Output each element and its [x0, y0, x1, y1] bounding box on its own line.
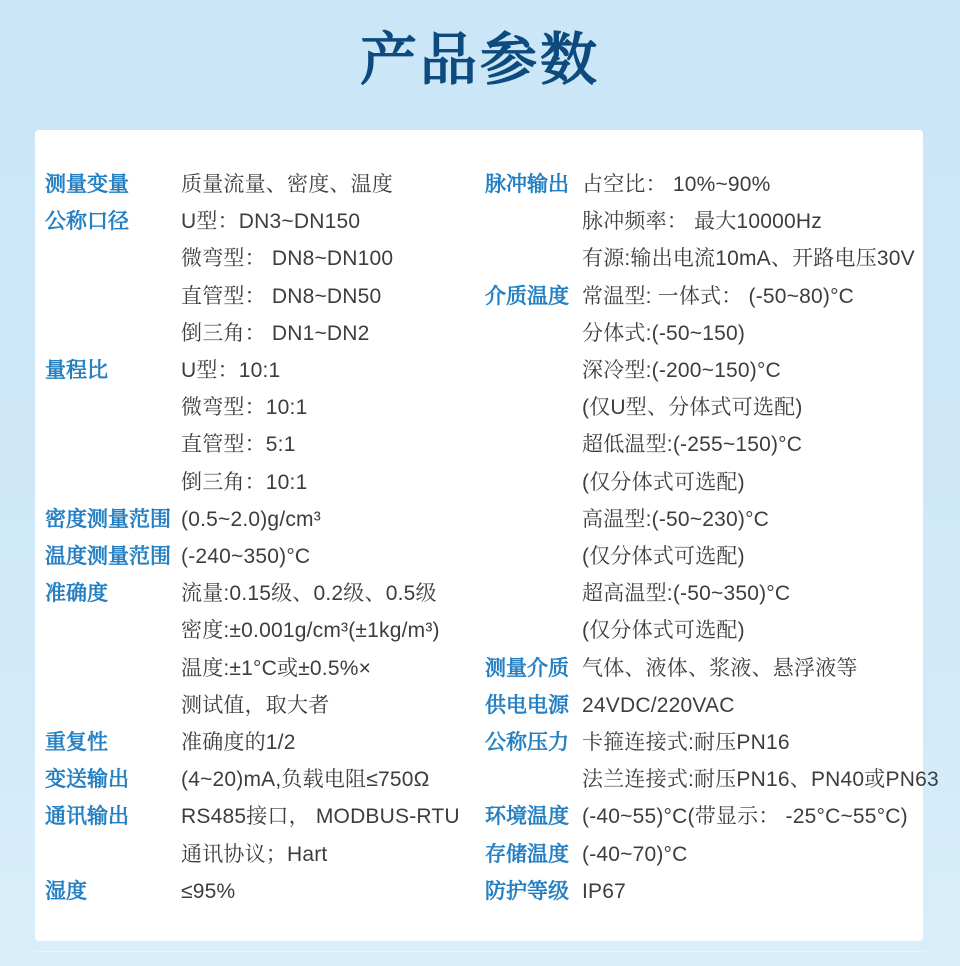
spec-value-line: 质量流量、密度、温度: [181, 173, 393, 196]
spec-value-line: 高温型:(-50~230)°C: [582, 507, 770, 531]
spec-value-lines: [582, 687, 923, 724]
spec-label: 准确度: [45, 582, 108, 606]
spec-row-left-4: [45, 538, 485, 575]
spec-value-line: 流量:0.15级、0.2级、0.5级: [181, 582, 437, 606]
spec-value-line: (-240~350)°C: [181, 545, 311, 569]
spec-value-line: 温度:±1°C或±0.5%×: [181, 656, 372, 680]
spec-label: 环境温度: [485, 805, 569, 829]
spec-card: [35, 130, 939, 941]
spec-value-lines: [181, 501, 485, 538]
spec-value-lines: [181, 538, 485, 575]
spec-row-right-4: [485, 724, 939, 798]
spec-value-line: 深冷型:(-200~150)°C: [582, 359, 781, 383]
spec-value-line: 微弯型： DN8~DN100: [181, 247, 394, 271]
spec-value-line: 有源:输出电流10mA、开路电压30V: [582, 247, 915, 271]
spec-label: 测量介质: [485, 656, 569, 680]
spec-value-line: U型：10:1: [181, 359, 281, 383]
spec-value-line: (0.5~2.0)g/cm³: [181, 507, 321, 531]
page-title: 产品参数: [360, 28, 600, 92]
spec-label: 脉冲输出: [485, 173, 569, 196]
spec-value-lines: [181, 203, 485, 352]
spec-label: 量程比: [45, 359, 108, 383]
spec-label: 防护等级: [485, 879, 569, 903]
spec-value-line: 测试值，取大者: [181, 693, 330, 717]
spec-columns: [35, 130, 939, 910]
spec-label: 变送输出: [45, 768, 129, 792]
spec-row-right-0: [485, 166, 923, 278]
card-bottom-divider: [35, 951, 925, 952]
spec-value-line: 超高温型:(-50~350)°C: [582, 582, 791, 606]
spec-value-line: 24VDC/220VAC: [582, 693, 735, 717]
spec-label: 湿度: [45, 879, 87, 903]
spec-value-line: ≤95%: [181, 879, 236, 903]
spec-value-line: 直管型：5:1: [181, 433, 296, 457]
spec-label: 测量变量: [45, 173, 129, 196]
spec-value-line: 通讯协议；Hart: [181, 842, 328, 866]
spec-value-line: (-40~55)°C(带显示： -25°C~55°C): [582, 805, 908, 829]
spec-value-line: 法兰连接式:耐压PN16、PN40或PN63: [582, 768, 939, 792]
spec-value-lines: [582, 278, 923, 650]
spec-value-lines: [181, 166, 485, 203]
spec-row-right-5: [485, 798, 923, 835]
spec-value-line: (仅U型、分体式可选配): [582, 396, 803, 420]
spec-value-line: U型：DN3~DN150: [181, 210, 361, 234]
spec-value-line: 密度:±0.001g/cm³(±1kg/m³): [181, 619, 440, 643]
spec-value-line: 占空比： 10%~90%: [582, 173, 771, 196]
spec-value-lines: [181, 724, 485, 761]
spec-label: 公称口径: [45, 210, 129, 234]
spec-label: 通讯输出: [45, 805, 129, 829]
spec-value-line: (仅分体式可选配): [582, 545, 745, 569]
spec-row-right-6: [485, 836, 923, 873]
spec-row-right-2: [485, 650, 923, 687]
spec-value-lines: [582, 798, 923, 835]
spec-value-line: 倒三角： DN1~DN2: [181, 321, 370, 345]
spec-value-line: (仅分体式可选配): [582, 619, 745, 643]
spec-value-line: 常温型: 一体式： (-50~80)°C: [582, 284, 855, 308]
spec-row-right-1: [485, 278, 923, 650]
spec-column-left: [45, 166, 485, 910]
spec-row-right-3: [485, 687, 923, 724]
spec-value-line: 卡箍连接式:耐压PN16: [582, 731, 790, 755]
spec-label: 供电电源: [485, 693, 569, 717]
spec-row-left-3: [45, 501, 485, 538]
spec-value-lines: [181, 761, 485, 798]
spec-label: 密度测量范围: [45, 507, 171, 531]
spec-value-line: 直管型： DN8~DN50: [181, 284, 382, 308]
spec-column-right: [485, 166, 939, 910]
spec-value-line: (-40~70)°C: [582, 842, 688, 866]
spec-row-left-6: [45, 724, 485, 761]
spec-value-line: (4~20)mA,负载电阻≤750Ω: [181, 768, 430, 792]
spec-row-left-1: [45, 203, 485, 352]
spec-label: 重复性: [45, 731, 108, 755]
spec-value-line: 脉冲频率： 最大10000Hz: [582, 210, 822, 234]
spec-row-left-5: [45, 575, 485, 724]
spec-value-line: 微弯型：10:1: [181, 396, 308, 420]
spec-value-line: RS485接口， MODBUS-RTU: [181, 805, 460, 829]
spec-row-right-7: [485, 873, 923, 910]
spec-value-line: 气体、液体、浆液、悬浮液等: [582, 656, 858, 680]
spec-label: 存储温度: [485, 842, 569, 866]
spec-value-line: 分体式:(-50~150): [582, 321, 746, 345]
spec-row-left-2: [45, 352, 485, 501]
spec-value-lines: [181, 873, 485, 910]
spec-value-line: 超低温型:(-255~150)°C: [582, 433, 803, 457]
spec-value-lines: [582, 166, 923, 278]
spec-label: 公称压力: [485, 731, 569, 755]
spec-row-left-0: [45, 166, 485, 203]
spec-row-left-7: [45, 761, 485, 798]
spec-row-left-9: [45, 873, 485, 910]
spec-label: 温度测量范围: [45, 545, 171, 569]
spec-value-line: (仅分体式可选配): [582, 470, 745, 494]
spec-label: 介质温度: [485, 284, 569, 308]
spec-value-lines: [181, 575, 485, 724]
spec-value-lines: [181, 798, 485, 872]
spec-value-line: 倒三角：10:1: [181, 470, 308, 494]
spec-value-lines: [582, 724, 939, 798]
spec-value-lines: [181, 352, 485, 501]
spec-row-left-8: [45, 798, 485, 872]
spec-value-line: 准确度的1/2: [181, 731, 296, 755]
spec-value-lines: [582, 836, 923, 873]
spec-value-lines: [582, 873, 923, 910]
spec-value-lines: [582, 650, 923, 687]
spec-value-line: IP67: [582, 879, 626, 903]
